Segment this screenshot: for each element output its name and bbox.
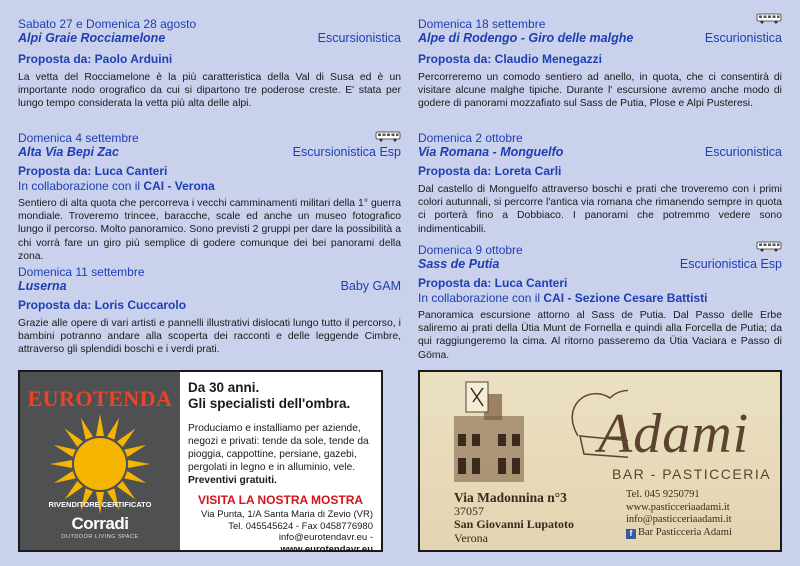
eurotenda-contacts [188, 532, 373, 555]
event-title-row [18, 31, 401, 46]
event-title-row [18, 279, 401, 294]
adami-subtitle: BAR - PASTICCERIA [612, 466, 772, 482]
adami-zip: 37057 [454, 503, 484, 518]
adami-website[interactable]: www.pasticceriaadami.it [626, 501, 730, 513]
event-title: Alpe di Rodengo - Giro delle malghe [418, 31, 634, 45]
adami-ad [418, 370, 782, 552]
event-proposal: Proposta da: Loris Cuccarolo [18, 298, 187, 312]
eurotenda-ad [18, 370, 383, 555]
event-category: Baby GAM [340, 279, 401, 293]
collab-org: CAI - Sezione Cesare Battisti [543, 291, 708, 305]
collab-org: CAI - Verona [143, 179, 215, 193]
eurotenda-phone: Tel. 045545624 - Fax 0458776980 [228, 520, 373, 532]
eurotenda-free-quotes: Preventivi gratuiti. [188, 475, 277, 486]
event-proposal: Proposta da: Luca Canteri [418, 276, 568, 290]
event-description: Panoramica escursione attorno al Sass de Putia. Dal Passo delle Erbe saliremo ai prati della Ütia Munt de Fornella e quindi alla Forcella de Putia; da qui raggiungeremo la cima. Al ritorno passeremo da Ütia Vaciara e Passo di Göma. [418, 310, 782, 361]
collab-prefix: In collaborazione con il [418, 291, 541, 305]
event-description: Sentiero di alta quota che percorreva i vecchi camminamenti militari della 1° guerra mondiale. Troveremo trincee, baracche, scale ed anche un museo fotografico lungo il percorso. Molto panoramico. Sono previsti 2 gruppi per dare la possibilità a chi vorrà fare un giro più semplice di godere comunque dei bei panorami della zona. [18, 198, 401, 262]
eurotenda-services: Produciamo e installiamo per aziende, negozi e privati: tende da sole, tende da pioggia, cappottine, persiane, gazebi, pergolati in legno e in alluminio, vele. [188, 423, 369, 473]
bus-icon [756, 241, 782, 252]
event-alpe-rodengo [418, 17, 782, 111]
eurotenda-body [188, 422, 373, 487]
adami-city: San Giovanni Lupatoto [454, 517, 575, 531]
event-via-romana [418, 131, 782, 236]
event-proposal: Proposta da: Paolo Arduini [18, 52, 173, 66]
adami-facebook-label: Bar Pasticceria Adami [638, 526, 732, 538]
corradi-logo: Corradi [71, 514, 129, 533]
event-date: Domenica 4 settembre [18, 131, 139, 145]
corradi-tagline: OUTDOOR LIVING SPACE [61, 534, 139, 540]
event-proposal: Proposta da: Luca Canteri [18, 164, 168, 178]
event-description: Percorreremo un comodo sentiero ad anello, in quota, che ci consentirà di visitare alcune malghe tipiche. Durante l' escursione avremo anche modo di godere di panorami mozzafiato sul Sass de Putia, Plose e Alpi Pusteresi. [418, 72, 782, 110]
event-date: Domenica 9 ottobre [418, 243, 523, 257]
event-title: Alpi Graie Rocciamelone [18, 31, 166, 45]
event-description: Dal castello di Monguelfo attraverso boschi e prati che troveremo con i primi colori autunnali, si percorre l'antica via romana che rimanendo sempre in quota ci porterà fino a Dobbiaco. I panorami che potremmo vedere sono indimenticabili. [418, 184, 782, 235]
event-date: Domenica 18 settembre [418, 17, 546, 31]
adami-contacts [626, 489, 732, 539]
event-title-row [418, 257, 782, 272]
event-collaboration [418, 291, 782, 305]
event-category: Escursionistica Esp [292, 145, 401, 159]
event-collaboration [18, 179, 401, 193]
adami-facebook[interactable] [626, 527, 732, 540]
adami-logo: Adami [598, 403, 750, 465]
event-category: Escurionistica Esp [679, 257, 782, 271]
bus-icon [375, 131, 401, 142]
eurotenda-brand-panel [20, 372, 180, 550]
event-title-row [418, 145, 782, 160]
facebook-icon: f [626, 529, 636, 539]
event-title: Luserna [18, 279, 67, 293]
adami-street: Via Madonnina n°3 [454, 490, 567, 505]
event-proposal: Proposta da: Claudio Menegazzi [418, 52, 603, 66]
eurotenda-logo: EUROTENDA [27, 386, 173, 411]
event-alpi-graie [18, 17, 401, 111]
event-title-row [418, 31, 782, 46]
adami-address [454, 491, 574, 545]
event-title: Via Romana - Monguelfo [418, 145, 564, 159]
bus-icon [756, 13, 782, 24]
eurotenda-visit: VISITA LA NOSTRA MOSTRA [197, 493, 364, 507]
event-title-row [18, 145, 401, 160]
event-description: Grazie alle opere di vari artisti e pannelli illustrativi dislocati lungo tutto il percorso, i bambini potranno andare alla scoperta dei racconti e delle leggende Cimbre, attraverso gli splendidi boschi e i verdi prati. [18, 318, 401, 356]
event-luserna [18, 265, 401, 357]
adami-phone: Tel. 045 9250791 [626, 489, 700, 500]
event-date: Domenica 2 ottobre [418, 131, 523, 145]
eurotenda-headline-2: Gli specialisti dell'ombra. [188, 396, 351, 411]
event-date: Domenica 11 settembre [18, 265, 145, 279]
contact-separator: - [367, 532, 373, 543]
event-sass-de-putia [418, 243, 782, 362]
eurotenda-email[interactable]: info@eurotendavr.eu [278, 532, 368, 543]
adami-town: Verona [454, 530, 488, 545]
event-category: Escursionistica [317, 31, 401, 45]
event-category: Escurionistica [704, 145, 782, 159]
event-alta-via [18, 131, 401, 263]
eurotenda-address [188, 509, 373, 555]
eurotenda-street: Via Punta, 1/A Santa Maria di Zevio (VR) [201, 509, 373, 520]
adami-email[interactable]: info@pasticceriaadami.it [626, 514, 732, 525]
eurotenda-website[interactable]: www.eurotendavr.eu [280, 543, 373, 555]
collab-prefix: In collaborazione con il [18, 179, 141, 193]
event-proposal: Proposta da: Loreta Carli [418, 164, 562, 178]
event-title: Sass de Putia [418, 257, 500, 271]
eurotenda-text [180, 372, 381, 555]
event-date: Sabato 27 e Domenica 28 agosto [18, 17, 197, 31]
event-description: La vetta del Rocciamelone è la più caratteristica della Val di Susa ed è un importante nodo orografico da cui si dipartono tre poderose creste. E' stata per lungo tempo considerata la vetta più alta delle alpi. [18, 72, 401, 110]
event-title: Alta Via Bepi Zac [18, 145, 119, 159]
event-category: Escurionistica [704, 31, 782, 45]
certified-reseller: RIVENDITORE CERTIFICATO [48, 500, 152, 509]
eurotenda-headline-1: Da 30 anni. [188, 380, 260, 395]
